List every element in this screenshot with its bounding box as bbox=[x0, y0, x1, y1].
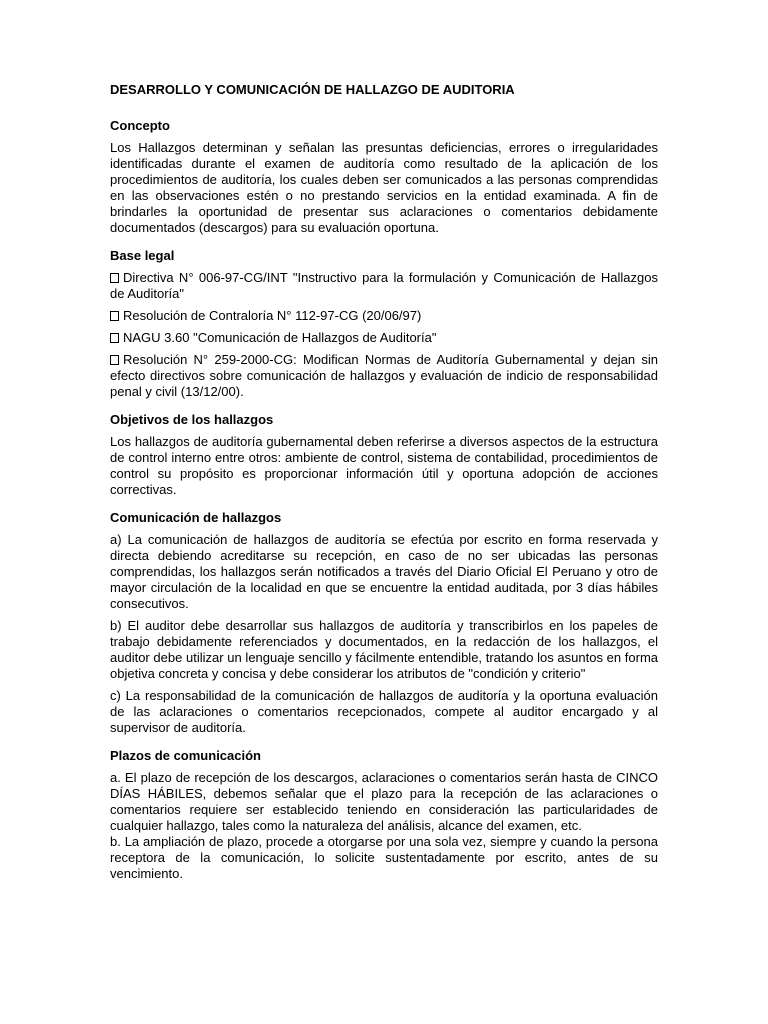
missing-glyph-box-icon bbox=[110, 355, 119, 365]
missing-glyph-box-icon bbox=[110, 311, 119, 321]
base-legal-item bbox=[110, 352, 658, 400]
section-heading-concepto: Concepto bbox=[110, 118, 170, 133]
base-legal-item bbox=[110, 308, 658, 324]
concepto-paragraph: Los Hallazgos determinan y señalan las presuntas deficiencias, errores o irregularidades identificadas durante el examen de auditoría como resultado de la aplicación de los procedimientos de auditoría, los cuales deben ser comunicados a las personas comprendidas en las observaciones estén o no prestando servicios en la entidad examinada. A fin de brindarles la oportunidad de presentar sus aclaraciones o comentarios debidamente documentados (descargos) para su evaluación oportuna. bbox=[110, 140, 658, 235]
objetivos-paragraph: Los hallazgos de auditoría gubernamental deben referirse a diversos aspectos de la estructura de control interno entre otros: ambiente de control, sistema de contabilidad, procedimientos de control su propósito es proporcionar información útil y oportuna adopción de acciones correctivas. bbox=[110, 434, 658, 497]
base-legal-item-text: Resolución N° 259-2000-CG: Modifican Normas de Auditoría Gubernamental y dejan sin efecto directivos sobre comunicación de hallazgos y evaluación de indicio de responsabilidad penal y civil (13/12/00). bbox=[110, 352, 658, 399]
plazos-paragraph-b: b. La ampliación de plazo, procede a otorgarse por una sola vez, siempre y cuando la persona receptora de la comunicación, lo solicite sustentadamente por escrito, antes de su vencimiento. bbox=[110, 834, 658, 881]
section-heading-plazos: Plazos de comunicación bbox=[110, 748, 261, 763]
section-heading-comunicacion: Comunicación de hallazgos bbox=[110, 510, 282, 525]
section-heading-objetivos: Objetivos de los hallazgos bbox=[110, 412, 274, 427]
comunicacion-paragraph-a: a) La comunicación de hallazgos de auditoría se efectúa por escrito en forma reservada y directa debiendo acreditarse su recepción, en caso de no ser ubicadas las personas comprendidas, los hallazgos serán notificados a través del Diario Oficial El Peruano y otro de mayor circulación de la localidad en que se encuentre la entidad auditada, por 3 días hábiles consecutivos. bbox=[110, 532, 658, 611]
base-legal-item-text: NAGU 3.60 "Comunicación de Hallazgos de Auditoría" bbox=[123, 330, 437, 345]
base-legal-item bbox=[110, 330, 658, 346]
base-legal-item-text: Resolución de Contraloría N° 112-97-CG (20/06/97) bbox=[123, 308, 422, 323]
base-legal-item-text: Directiva N° 006-97-CG/INT "Instructivo para la formulación y Comunicación de Hallazgos de Auditoría" bbox=[110, 270, 658, 301]
comunicacion-paragraph-b: b) El auditor debe desarrollar sus hallazgos de auditoría y transcribirlos en los papeles de trabajo debidamente referenciados y documentados, en la redacción de los hallazgos, el auditor debe utilizar un lenguaje sencillo y fácilmente entendible, tratando los asuntos en forma objetiva concreta y concisa y debe considerar los atributos de "condición y criterio" bbox=[110, 618, 658, 681]
document-page bbox=[110, 82, 658, 888]
comunicacion-paragraph-c: c) La responsabilidad de la comunicación de hallazgos de auditoría y la oportuna evaluación de las aclaraciones o comentarios recepcionados, compete al auditor encargado y al supervisor de auditoría. bbox=[110, 688, 658, 735]
document-title: DESARROLLO Y COMUNICACIÓN DE HALLAZGO DE AUDITORIA bbox=[110, 82, 515, 97]
missing-glyph-box-icon bbox=[110, 273, 119, 283]
base-legal-item bbox=[110, 270, 658, 302]
section-heading-base-legal: Base legal bbox=[110, 248, 175, 263]
missing-glyph-box-icon bbox=[110, 333, 119, 343]
plazos-paragraph-a: a. El plazo de recepción de los descargos, aclaraciones o comentarios serán hasta de CINCO DÍAS HÁBILES, debemos señalar que el plazo para la recepción de las aclaraciones o comentarios requiere ser establecido teniendo en consideración las particularidades de cualquier hallazgo, tales como la naturaleza del análisis, alcance del examen, etc. bbox=[110, 770, 658, 833]
